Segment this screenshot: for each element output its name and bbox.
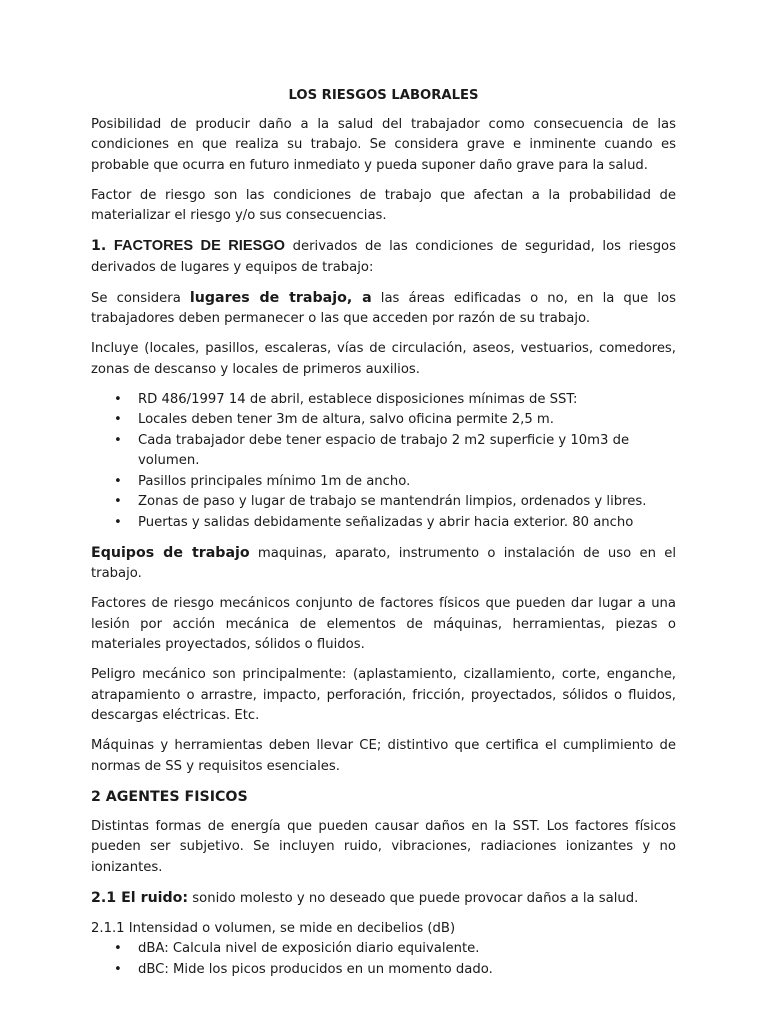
bullet-icon: • — [114, 412, 122, 427]
section-1-paragraph — [91, 236, 676, 278]
equipos-post: maquinas, aparato, instrumento o instalación de uso en el trabajo. — [91, 545, 676, 581]
section-2-1-paragraph — [91, 888, 676, 910]
bullet-icon: • — [114, 473, 122, 489]
list-item: • RD 486/1997 14 de abril, establece disposiciones mínimas de SST: — [91, 390, 676, 411]
paragraph-riesgo-definicion: Posibilidad de producir daño a la salud del trabajador como consecuencia de las condiciones en que realiza su trabajo. Se considera grave e inminente cuando es probable que ocurra en futuro inmediato y pueda suponer daño grave para la salud. — [91, 116, 676, 173]
list-item: • dBC: Mide los picos producidos en un momento dado. — [91, 960, 676, 981]
lugares-pre: Se considera — [91, 290, 190, 306]
section-1-text: derivados de las condiciones de seguridad, los riesgos derivados de lugares y equipos de trabajo: — [91, 239, 676, 275]
list-item: • dBA: Calcula nivel de exposición diario equivalente. — [91, 939, 676, 960]
paragraph-agentes-fisicos: Distintas formas de energía que pueden causar daños en la SST. Los factores físicos pueden ser subjetivo. Se incluyen ruido, vibraciones, radiaciones ionizantes y no ionizantes. — [91, 818, 676, 875]
section-2-heading: 2 AGENTES FISICOS — [91, 788, 248, 805]
list-item: • Locales deben tener 3m de altura, salvo oficina permite 2,5 m. — [91, 410, 676, 431]
paragraph-intensidad: 2.1.1 Intensidad o volumen, se mide en decibelios (dB) — [91, 920, 456, 936]
equipos-bold: Equipos de trabajo — [91, 544, 250, 561]
bullet-icon: • — [114, 514, 122, 530]
bullet-icon: • — [114, 391, 122, 407]
document-page — [91, 86, 676, 990]
paragraph-peligro-mecanico: Peligro mecánico son principalmente: (aplastamiento, cizallamiento, corte, enganche, atrapamiento o arrastre, impacto, perforación, fricción, proyectados, sólidos o fluidos, descargas eléctricas. Etc. — [91, 667, 676, 723]
bullet-icon: • — [114, 494, 122, 509]
section-2-1-text: sonido molesto y no deseado que puede provocar daños a la salud. — [188, 890, 639, 906]
paragraph-maquinas-ce: Máquinas y herramientas deben llevar CE; distintivo que certifica el cumplimiento de normas de SS y requisitos esenciales. — [91, 738, 676, 774]
bullet-icon: • — [114, 961, 122, 977]
list-item: • Zonas de paso y lugar de trabajo se mantendrán limpios, ordenados y libres. — [91, 492, 676, 513]
list-decibelios — [91, 939, 676, 980]
paragraph-lugares-trabajo — [91, 288, 676, 330]
bullet-icon: • — [114, 941, 122, 956]
bullet-icon: • — [114, 432, 122, 448]
list-disposiciones — [91, 390, 676, 534]
paragraph-equipos-trabajo — [91, 543, 676, 585]
document-title: LOS RIESGOS LABORALES — [288, 88, 479, 103]
section-2-1-heading: 2.1 El ruido: — [91, 889, 189, 906]
paragraph-factor-riesgo: Factor de riesgo son las condiciones de trabajo que afectan a la probabilidad de materializar el riesgo y/o sus consecuencias. — [91, 187, 676, 223]
lugares-post: las áreas edificadas o no, en la que los trabajadores deben permanecer o las que acceden por razón de su trabajo. — [91, 290, 676, 326]
section-1-heading: FACTORES DE RIESGO — [113, 238, 286, 254]
lugares-bold: lugares de trabajo, a — [189, 289, 372, 306]
list-item: • Cada trabajador debe tener espacio de trabajo 2 m2 superficie y 10m3 de volumen. — [114, 432, 630, 468]
list-item: • Pasillos principales mínimo 1m de ancho. — [91, 472, 676, 493]
section-1-number: 1. — [91, 238, 107, 254]
paragraph-riesgo-mecanico: Factores de riesgo mecánicos conjunto de factores físicos que pueden dar lugar a una lesión por acción mecánica de elementos de máquinas, herramientas, piezas o materiales proyectados, sólidos o fluidos. — [91, 596, 676, 652]
list-item: • Puertas y salidas debidamente señalizadas y abrir hacia exterior. 80 ancho — [91, 513, 676, 534]
paragraph-incluye: Incluye (locales, pasillos, escaleras, vías de circulación, aseos, vestuarios, comedores, zonas de descanso y locales de primeros auxilios. — [91, 341, 676, 377]
